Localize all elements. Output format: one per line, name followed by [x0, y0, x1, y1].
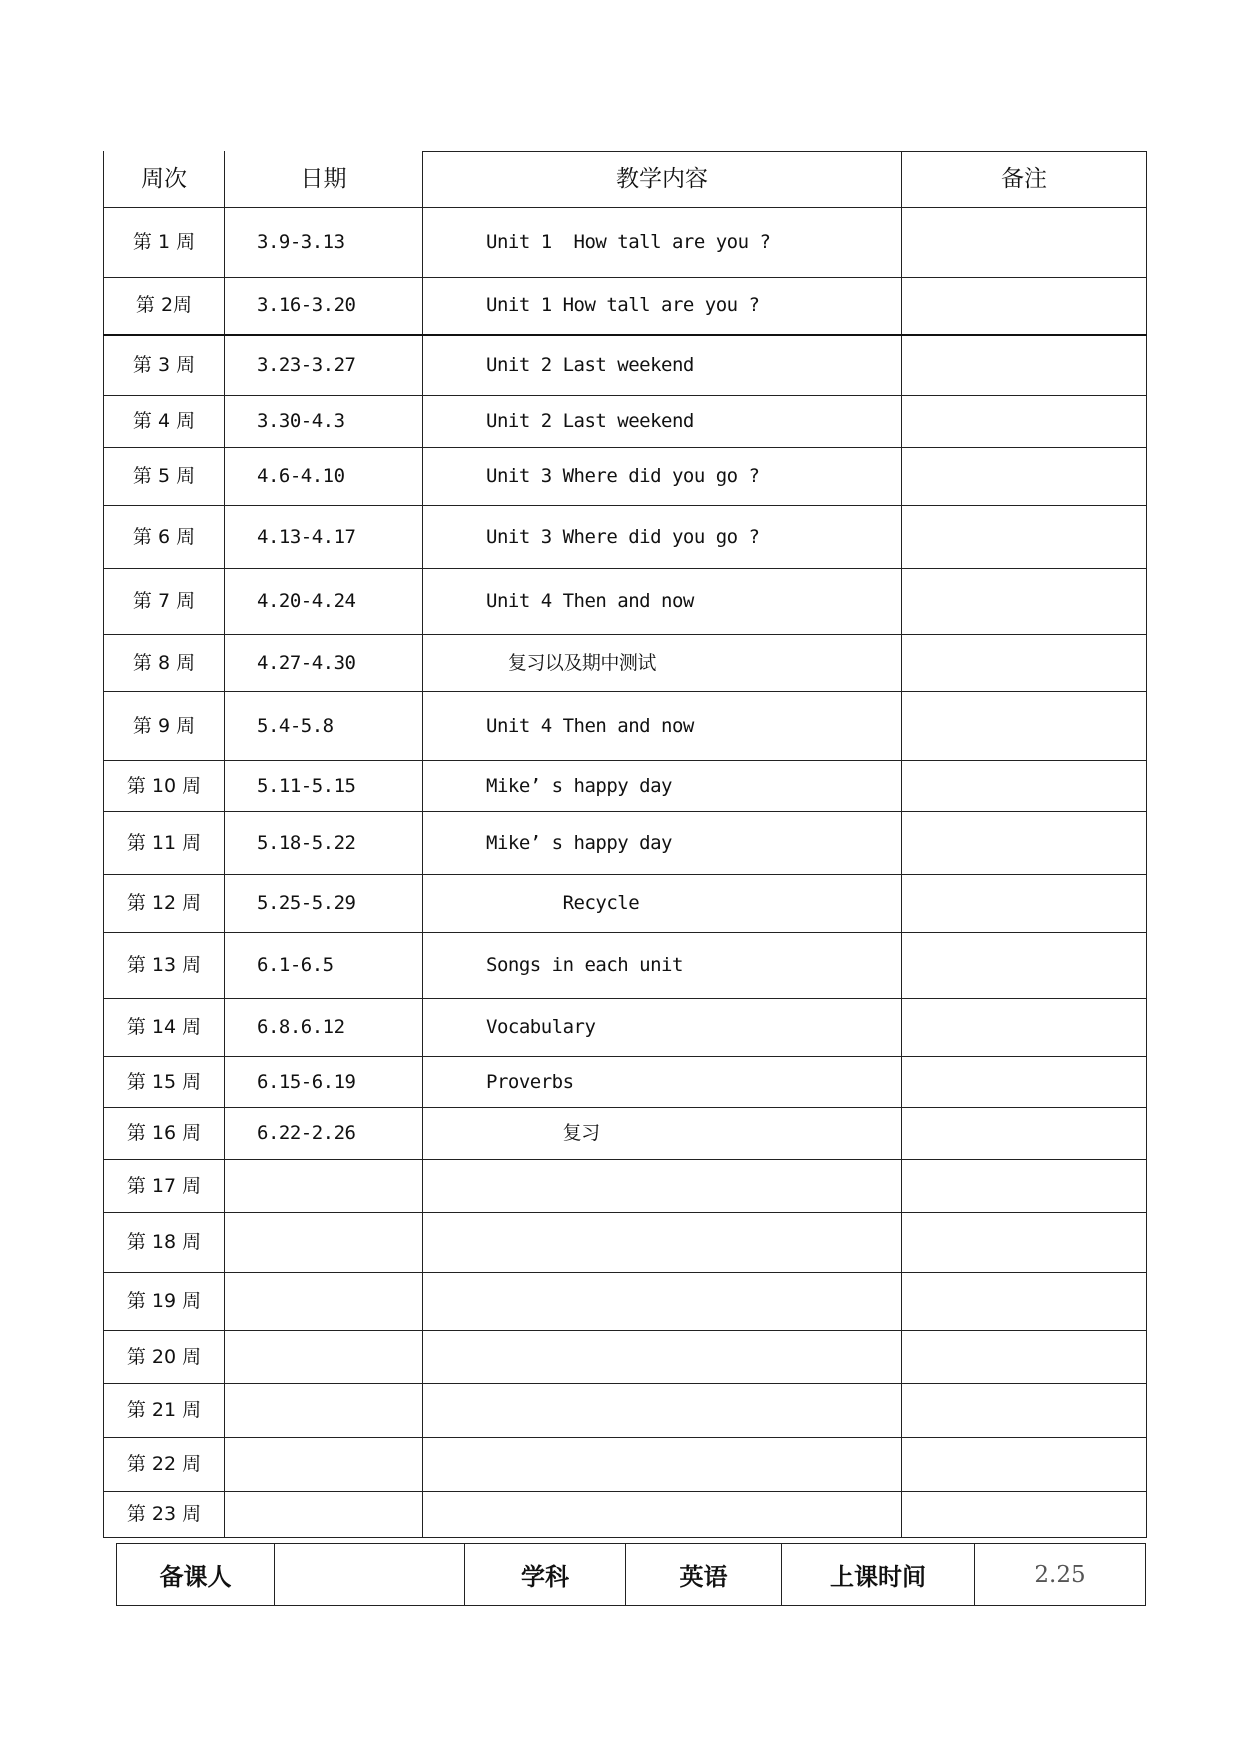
week-cell: 第 15 周: [104, 1057, 225, 1108]
notes-cell: [902, 396, 1147, 448]
subject-value: 英语: [626, 1544, 782, 1606]
notes-cell: [902, 999, 1147, 1057]
content-cell: [423, 1160, 902, 1213]
date-cell: 3.16-3.20: [225, 278, 423, 335]
date-cell: 5.11-5.15: [225, 761, 423, 812]
date-cell: [225, 1160, 423, 1213]
content-cell: [423, 1331, 902, 1384]
notes-cell: [902, 335, 1147, 396]
table-row: [104, 335, 1147, 396]
week-cell: 第 2周: [104, 278, 225, 335]
table-row: [104, 506, 1147, 569]
notes-cell: [902, 1438, 1147, 1492]
content-cell: Unit 2 Last weekend: [423, 335, 902, 396]
notes-cell: [902, 875, 1147, 933]
date-cell: 6.15-6.19: [225, 1057, 423, 1108]
week-cell: 第 16 周: [104, 1108, 225, 1160]
notes-cell: [902, 692, 1147, 761]
table-row: [104, 999, 1147, 1057]
date-cell: 5.4-5.8: [225, 692, 423, 761]
week-cell: 第 10 周: [104, 761, 225, 812]
table-row: [104, 635, 1147, 692]
week-cell: 第 4 周: [104, 396, 225, 448]
table-row: [104, 1213, 1147, 1273]
date-cell: 3.9-3.13: [225, 208, 423, 278]
header-row: [104, 152, 1147, 208]
content-cell: Songs in each unit: [423, 933, 902, 999]
content-cell: Unit 2 Last weekend: [423, 396, 902, 448]
content-cell: Unit 1 How tall are you ?: [423, 278, 902, 335]
week-cell: 第 22 周: [104, 1438, 225, 1492]
notes-cell: [902, 1273, 1147, 1331]
content-cell: [423, 1273, 902, 1331]
date-cell: [225, 1331, 423, 1384]
week-cell: 第 3 周: [104, 335, 225, 396]
preparer-value: [275, 1544, 465, 1606]
date-cell: 5.18-5.22: [225, 812, 423, 875]
content-cell: Unit 3 Where did you go ?: [423, 506, 902, 569]
date-cell: [225, 1273, 423, 1331]
table-row: [104, 396, 1147, 448]
week-cell: 第 8 周: [104, 635, 225, 692]
table-row: [104, 1384, 1147, 1438]
date-cell: 6.22-2.26: [225, 1108, 423, 1160]
notes-cell: [902, 569, 1147, 635]
week-cell: 第 17 周: [104, 1160, 225, 1213]
notes-cell: [902, 506, 1147, 569]
notes-cell: [902, 1492, 1147, 1538]
notes-cell: [902, 1213, 1147, 1273]
date-cell: [225, 1438, 423, 1492]
week-cell: 第 20 周: [104, 1331, 225, 1384]
table-row: [104, 812, 1147, 875]
subject-label: 学科: [465, 1544, 626, 1606]
week-cell: 第 13 周: [104, 933, 225, 999]
week-cell: 第 9 周: [104, 692, 225, 761]
notes-cell: [902, 812, 1147, 875]
week-cell: 第 7 周: [104, 569, 225, 635]
preparer-label: 备课人: [117, 1544, 275, 1606]
table-row: [104, 1492, 1147, 1538]
header-content: 教学内容: [423, 152, 902, 208]
header-notes: 备注: [902, 152, 1147, 208]
notes-cell: [902, 208, 1147, 278]
content-cell: [423, 1438, 902, 1492]
date-cell: 3.30-4.3: [225, 396, 423, 448]
notes-cell: [902, 1057, 1147, 1108]
content-cell: 复习以及期中测试: [423, 635, 902, 692]
week-cell: 第 21 周: [104, 1384, 225, 1438]
week-cell: 第 14 周: [104, 999, 225, 1057]
table-row: [104, 278, 1147, 335]
content-cell: Unit 3 Where did you go ?: [423, 448, 902, 506]
notes-cell: [902, 1384, 1147, 1438]
notes-cell: [902, 635, 1147, 692]
table-row: [104, 933, 1147, 999]
date-cell: 4.27-4.30: [225, 635, 423, 692]
content-cell: [423, 1384, 902, 1438]
content-cell: 复习: [423, 1108, 902, 1160]
date-cell: 6.8.6.12: [225, 999, 423, 1057]
notes-cell: [902, 1331, 1147, 1384]
content-cell: Recycle: [423, 875, 902, 933]
table-row: [104, 1273, 1147, 1331]
date-cell: [225, 1492, 423, 1538]
date-cell: [225, 1384, 423, 1438]
content-cell: Mike’ s happy day: [423, 812, 902, 875]
header-date: 日期: [225, 152, 423, 208]
table-row: [104, 1057, 1147, 1108]
content-cell: Vocabulary: [423, 999, 902, 1057]
date-cell: 4.6-4.10: [225, 448, 423, 506]
notes-cell: [902, 278, 1147, 335]
week-cell: 第 12 周: [104, 875, 225, 933]
notes-cell: [902, 761, 1147, 812]
content-cell: Proverbs: [423, 1057, 902, 1108]
lesson-info-table: [116, 1543, 1146, 1606]
table-row: [104, 761, 1147, 812]
week-cell: 第 18 周: [104, 1213, 225, 1273]
table-row: [104, 208, 1147, 278]
content-cell: Unit 1 How tall are you ?: [423, 208, 902, 278]
date-cell: 6.1-6.5: [225, 933, 423, 999]
notes-cell: [902, 1160, 1147, 1213]
week-cell: 第 23 周: [104, 1492, 225, 1538]
content-cell: Unit 4 Then and now: [423, 569, 902, 635]
week-cell: 第 1 周: [104, 208, 225, 278]
week-cell: 第 11 周: [104, 812, 225, 875]
class-time-value: 2.25: [975, 1544, 1146, 1606]
table-row: [104, 1108, 1147, 1160]
date-cell: 3.23-3.27: [225, 335, 423, 396]
table-row: [104, 692, 1147, 761]
content-cell: [423, 1213, 902, 1273]
table-row: [104, 448, 1147, 506]
content-cell: [423, 1492, 902, 1538]
table-row: [104, 875, 1147, 933]
week-cell: 第 5 周: [104, 448, 225, 506]
date-cell: 5.25-5.29: [225, 875, 423, 933]
table-row: [104, 1331, 1147, 1384]
week-cell: 第 19 周: [104, 1273, 225, 1331]
notes-cell: [902, 933, 1147, 999]
table-row: [104, 1160, 1147, 1213]
class-time-label: 上课时间: [782, 1544, 975, 1606]
table-row: [104, 569, 1147, 635]
notes-cell: [902, 1108, 1147, 1160]
date-cell: 4.20-4.24: [225, 569, 423, 635]
content-cell: Mike’ s happy day: [423, 761, 902, 812]
notes-cell: [902, 448, 1147, 506]
content-cell: Unit 4 Then and now: [423, 692, 902, 761]
date-cell: 4.13-4.17: [225, 506, 423, 569]
lesson-info-row: [117, 1544, 1146, 1606]
week-cell: 第 6 周: [104, 506, 225, 569]
header-week: 周次: [104, 152, 225, 208]
table-row: [104, 1438, 1147, 1492]
teaching-schedule-table: [103, 151, 1147, 1538]
date-cell: [225, 1213, 423, 1273]
